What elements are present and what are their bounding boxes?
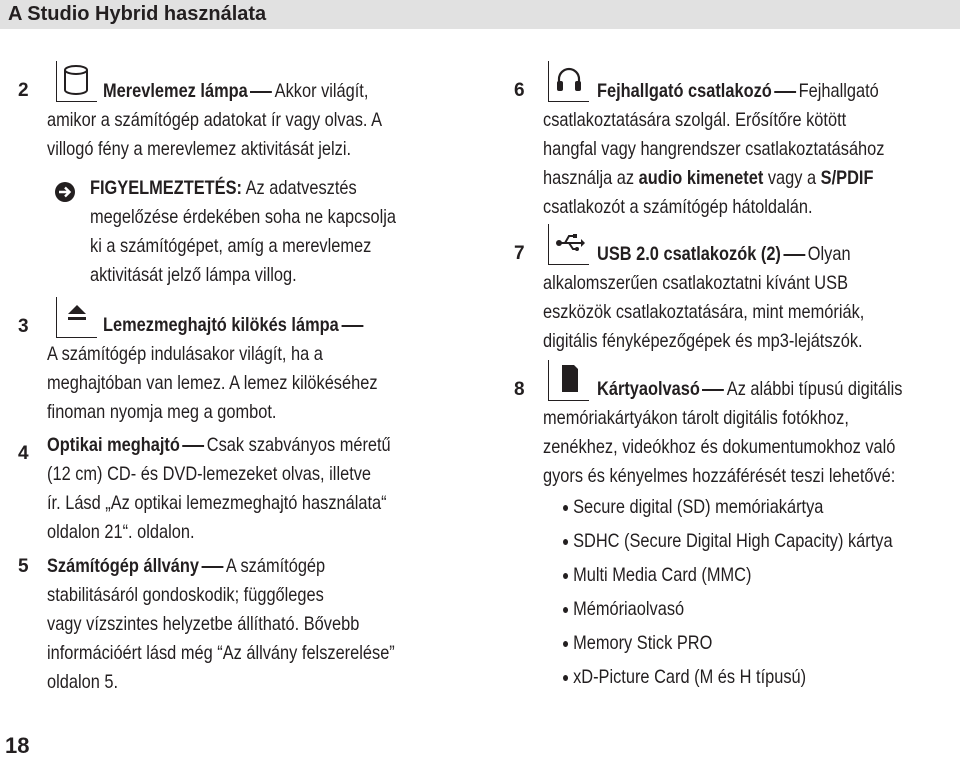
list-item: xD-Picture Card (M és H típusú) [563, 663, 806, 692]
item-title: Lemezmeghajtó kilökés lámpa [103, 314, 339, 336]
header-bar [0, 0, 960, 29]
memory-card-icon [548, 360, 589, 401]
text-line: Számítógép állvány A számítógép [47, 555, 326, 577]
bullet-icon [563, 607, 568, 613]
list-item: Secure digital (SD) memóriakártya [563, 493, 823, 522]
headphone-icon [548, 61, 589, 102]
text-line: megelőzése érdekében soha ne kapcsolja [90, 206, 396, 228]
list-item: Memory Stick PRO [563, 629, 712, 658]
item-title: Kártyaolvasó [597, 378, 700, 400]
em-dash [783, 254, 805, 256]
text-line: USB 2.0 csatlakozók (2) Olyan [597, 243, 851, 265]
list-item: Mémóriaolvasó [563, 595, 684, 624]
page-number: 18 [5, 733, 30, 758]
text-line: (12 cm) CD- és DVD-lemezeket olvas, illetve [47, 463, 372, 485]
bullet-icon [563, 539, 568, 545]
usb-icon [548, 224, 589, 265]
text-line: ki a számítógépet, amíg a merevlemez [90, 235, 372, 257]
text-line: memóriakártyákon tárolt digitális fotókhoz, [543, 407, 849, 429]
text-line: alkalomszerűen csatlakoztatni kívánt USB [543, 272, 848, 294]
text-line: digitális fényképezőgépek és mp3-lejátszók. [543, 330, 863, 352]
em-dash [774, 91, 796, 93]
bullet-icon [563, 573, 568, 579]
em-dash [250, 91, 272, 93]
item-number: 8 [514, 379, 525, 400]
item-number: 6 [514, 80, 525, 101]
text-line: Fejhallgató csatlakozó Fejhallgató [597, 80, 879, 102]
item-title: USB 2.0 csatlakozók (2) [597, 243, 781, 265]
text-line: csatlakoztatására szolgál. Erősítőre kötött [543, 109, 847, 131]
text-line: információért lásd még “Az állvány felszerelése” [47, 642, 395, 664]
hard-drive-icon [56, 61, 97, 102]
text-line: Optikai meghajtó Csak szabványos méretű [47, 434, 391, 456]
text-line: használja az audio kimenetet vagy a S/PDIF [543, 167, 874, 189]
text-line: stabilitásáról gondoskodik; függőleges [47, 584, 324, 606]
warning-icon [54, 181, 76, 203]
item-number: 2 [18, 80, 29, 101]
text-line: meghajtóban van lemez. A lemez kilökéséhez [47, 372, 378, 394]
item-number: 3 [18, 316, 29, 337]
text-line: csatlakozót a számítógép hátoldalán. [543, 196, 813, 218]
eject-icon [56, 297, 97, 338]
em-dash [202, 566, 224, 568]
bullet-icon [563, 505, 568, 511]
text-line: aktivitását jelző lámpa villog. [90, 264, 297, 286]
text-line: eszközök csatlakoztatására, mint memóriák, [543, 301, 865, 323]
warning-label: FIGYELMEZTETÉS: [90, 177, 242, 199]
item-number: 4 [18, 443, 29, 464]
hard-drive-description: Merevlemez lámpa Akkor világít, [103, 80, 369, 102]
text-line: vagy vízszintes helyzetbe állítható. Bővebb [47, 613, 360, 635]
text-line: Kártyaolvasó Az alábbi típusú digitális [597, 378, 903, 400]
text-line: A számítógép indulásakor világít, ha a [47, 343, 323, 365]
text-line: hangfal vagy hangrendszer csatlakoztatásához [543, 138, 885, 160]
text-line: oldalon 21“. oldalon. [47, 521, 195, 543]
list-item: SDHC (Secure Digital High Capacity) kártya [563, 527, 893, 556]
text-line: villogó fény a merevlemez aktivitását jelzi. [47, 138, 352, 160]
em-dash [702, 389, 724, 391]
item-title: Számítógép állvány [47, 555, 200, 577]
item-number: 7 [514, 243, 525, 264]
warning-line: FIGYELMEZTETÉS: Az adatvesztés [90, 177, 357, 199]
bullet-icon [563, 641, 568, 647]
text-line: amikor a számítógép adatokat ír vagy olvas. A [47, 109, 383, 131]
item-title: Merevlemez lámpa [103, 80, 248, 102]
list-item: Multi Media Card (MMC) [563, 561, 751, 590]
item-number: 5 [18, 556, 29, 577]
item-title: Fejhallgató csatlakozó [597, 80, 772, 102]
em-dash [182, 445, 204, 447]
em-dash [341, 325, 363, 327]
bullet-icon [563, 675, 568, 681]
text-line: zenékhez, videókhoz és dokumentumokhoz való [543, 436, 896, 458]
text-line: oldalon 5. [47, 671, 119, 693]
item-title: Optikai meghajtó [47, 434, 180, 456]
text-line: ír. Lásd „Az optikai lemezmeghajtó használata“ [47, 492, 387, 514]
text-line: finoman nyomja meg a gombot. [47, 401, 277, 423]
page-header-title: A Studio Hybrid használata [8, 3, 267, 25]
text-line: gyors és kényelmes hozzáférését teszi lehetővé: [543, 465, 896, 487]
text-line [103, 311, 366, 340]
